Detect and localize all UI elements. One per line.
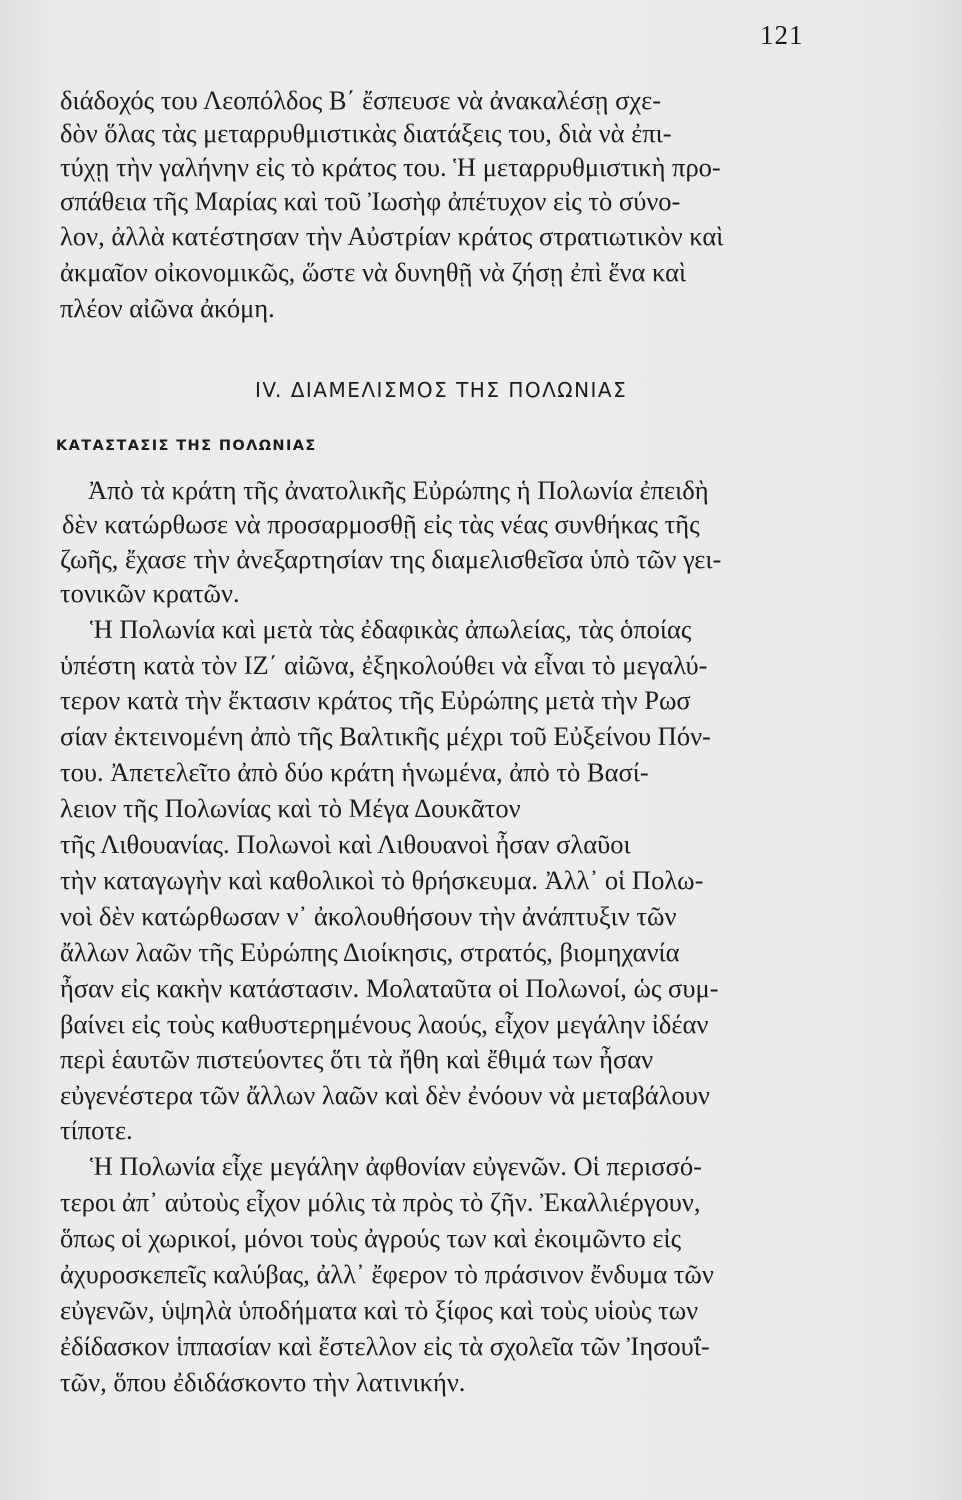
- text-line: διάδοχός του Λεοπόλδος Β΄ ἔσπευσε νὰ ἀνακαλέσῃ σχε-: [60, 85, 662, 115]
- text-line: λειον τῆς Πολωνίας καὶ τὸ Μέγα Δουκᾶτον: [60, 793, 521, 823]
- text-line: ἦσαν εἰς κακὴν κατάστασιν. Μολαταῦτα οἱ Πολωνοί, ὡς συμ-: [60, 973, 719, 1003]
- text-line: ὑπέστη κατὰ τὸν ΙΖ΄ αἰῶνα, ἐξηκολούθει νὰ εἶναι τὸ μεγαλύ-: [60, 650, 708, 680]
- text-line: τονικῶν κρατῶν.: [60, 578, 240, 608]
- text-line: τῆς Λιθουανίας. Πολωνοὶ καὶ Λιθουανοὶ ἦσαν σλαῦοι: [60, 829, 631, 859]
- text-line: του. Ἀπετελεῖτο ἀπὸ δύο κράτη ἡνωμένα, ἀπὸ τὸ Βασί-: [60, 757, 649, 787]
- text-line: Ἀπὸ τὰ κράτη τῆς ἀνατολικῆς Εὐρώπης ἡ Πολωνία ἐπειδὴ: [88, 475, 709, 505]
- text-line: τῶν, ὅπου ἐδιδάσκοντο τὴν λατινικήν.: [60, 1367, 466, 1397]
- text-line: νοὶ δὲν κατώρθωσαν ν᾽ ἀκολουθήσουν τὴν ἀνάπτυξιν τῶν: [60, 901, 677, 931]
- text-line: δὲν κατώρθωσε νὰ προσαρμοσθῇ εἰς τὰς νέας συνθήκας τῆς: [62, 509, 700, 539]
- text-line: ζωῆς, ἔχασε τὴν ἀνεξαρτησίαν της διαμελισθεῖσα ὑπὸ τῶν γει-: [60, 544, 722, 574]
- text-line: τὴν καταγωγὴν καὶ καθολικοὶ τὸ θρήσκευμα. Ἀλλ᾽ οἱ Πολω-: [60, 865, 704, 895]
- text-line: σπάθεια τῆς Μαρίας καὶ τοῦ Ἰωσὴφ ἀπέτυχον εἰς τὸ σύνο-: [60, 186, 681, 216]
- text-line: Ἡ Πολωνία καὶ μετὰ τὰς ἐδαφικὰς ἀπωλείας, τὰς ὁποίας: [90, 614, 692, 644]
- text-line: σίαν ἐκτεινομένη ἀπὸ τῆς Βαλτικῆς μέχρι τοῦ Εὐξείνου Πόν-: [60, 721, 711, 751]
- text-line: εὐγενέστερα τῶν ἄλλων λαῶν καὶ δὲν ἐνόουν νὰ μεταβάλουν: [60, 1080, 710, 1110]
- text-line: δὸν ὅλας τὰς μεταρρυθμιστικὰς διατάξεις του, διὰ νὰ ἐπι-: [60, 118, 672, 148]
- text-line: τίποτε.: [60, 1115, 133, 1145]
- text-line: ἀκμαῖον οἰκονομικῶς, ὥστε νὰ δυνηθῇ νὰ ζήσῃ ἐπὶ ἕνα καὶ: [60, 257, 687, 287]
- text-line: λον, ἀλλὰ κατέστησαν τὴν Αὐστρίαν κράτος στρατιωτικὸν καὶ: [60, 221, 724, 251]
- section-heading: ΚΑΤΑΣΤΑΣΙΣ ΤΗΣ ΠΟΛΩΝΙΑΣ: [56, 438, 317, 454]
- text-line: ὅπως οἱ χωρικοί, μόνοι τοὺς ἀγρούς των καὶ ἐκοιμῶντο εἰς: [60, 1223, 682, 1253]
- text-line: τύχῃ τὴν γαλήνην εἰς τὸ κράτος του. Ἡ μεταρρυθμιστικὴ προ-: [60, 152, 721, 182]
- text-line: εὐγενῶν, ὑψηλὰ ὑποδήματα καὶ τὸ ξίφος καὶ τοὺς υἱοὺς των: [60, 1295, 699, 1325]
- text-line: ἐδίδασκον ἱππασίαν καὶ ἔστελλον εἰς τὰ σχολεῖα τῶν Ἰησουΐ-: [60, 1331, 710, 1361]
- text-line: βαίνει εἰς τοὺς καθυστερημένους λαούς, εἶχον μεγάλην ἰδέαν: [60, 1009, 709, 1039]
- text-line: πλέον αἰῶνα ἀκόμη.: [60, 293, 275, 323]
- text-line: ἄλλων λαῶν τῆς Εὐρώπης Διοίκησις, στρατός, βιομηχανία: [60, 937, 680, 967]
- page-number: 121: [760, 20, 804, 50]
- text-line: Ἡ Πολωνία εἶχε μεγάλην ἀφθονίαν εὐγενῶν. Οἱ περισσό-: [90, 1151, 702, 1181]
- text-line: τερον κατὰ τὴν ἔκτασιν κράτος τῆς Εὐρώπης μετὰ τὴν Ρωσ: [60, 685, 691, 715]
- chapter-title: IV. ΔΙΑΜΕΛΙΣΜΟΣ ΤΗΣ ΠΟΛΩΝΙΑΣ: [255, 378, 628, 402]
- text-line: περὶ ἑαυτῶν πιστεύοντες ὅτι τὰ ἤθη καὶ ἔθιμά των ἦσαν: [60, 1044, 654, 1074]
- text-line: τεροι ἀπ᾽ αὐτοὺς εἶχον μόλις τὰ πρὸς τὸ ζῆν. Ἐκαλλιέργουν,: [60, 1187, 701, 1217]
- text-line: ἀχυροσκεπεῖς καλύβας, ἀλλ᾽ ἔφερον τὸ πράσινον ἔνδυμα τῶν: [60, 1259, 714, 1289]
